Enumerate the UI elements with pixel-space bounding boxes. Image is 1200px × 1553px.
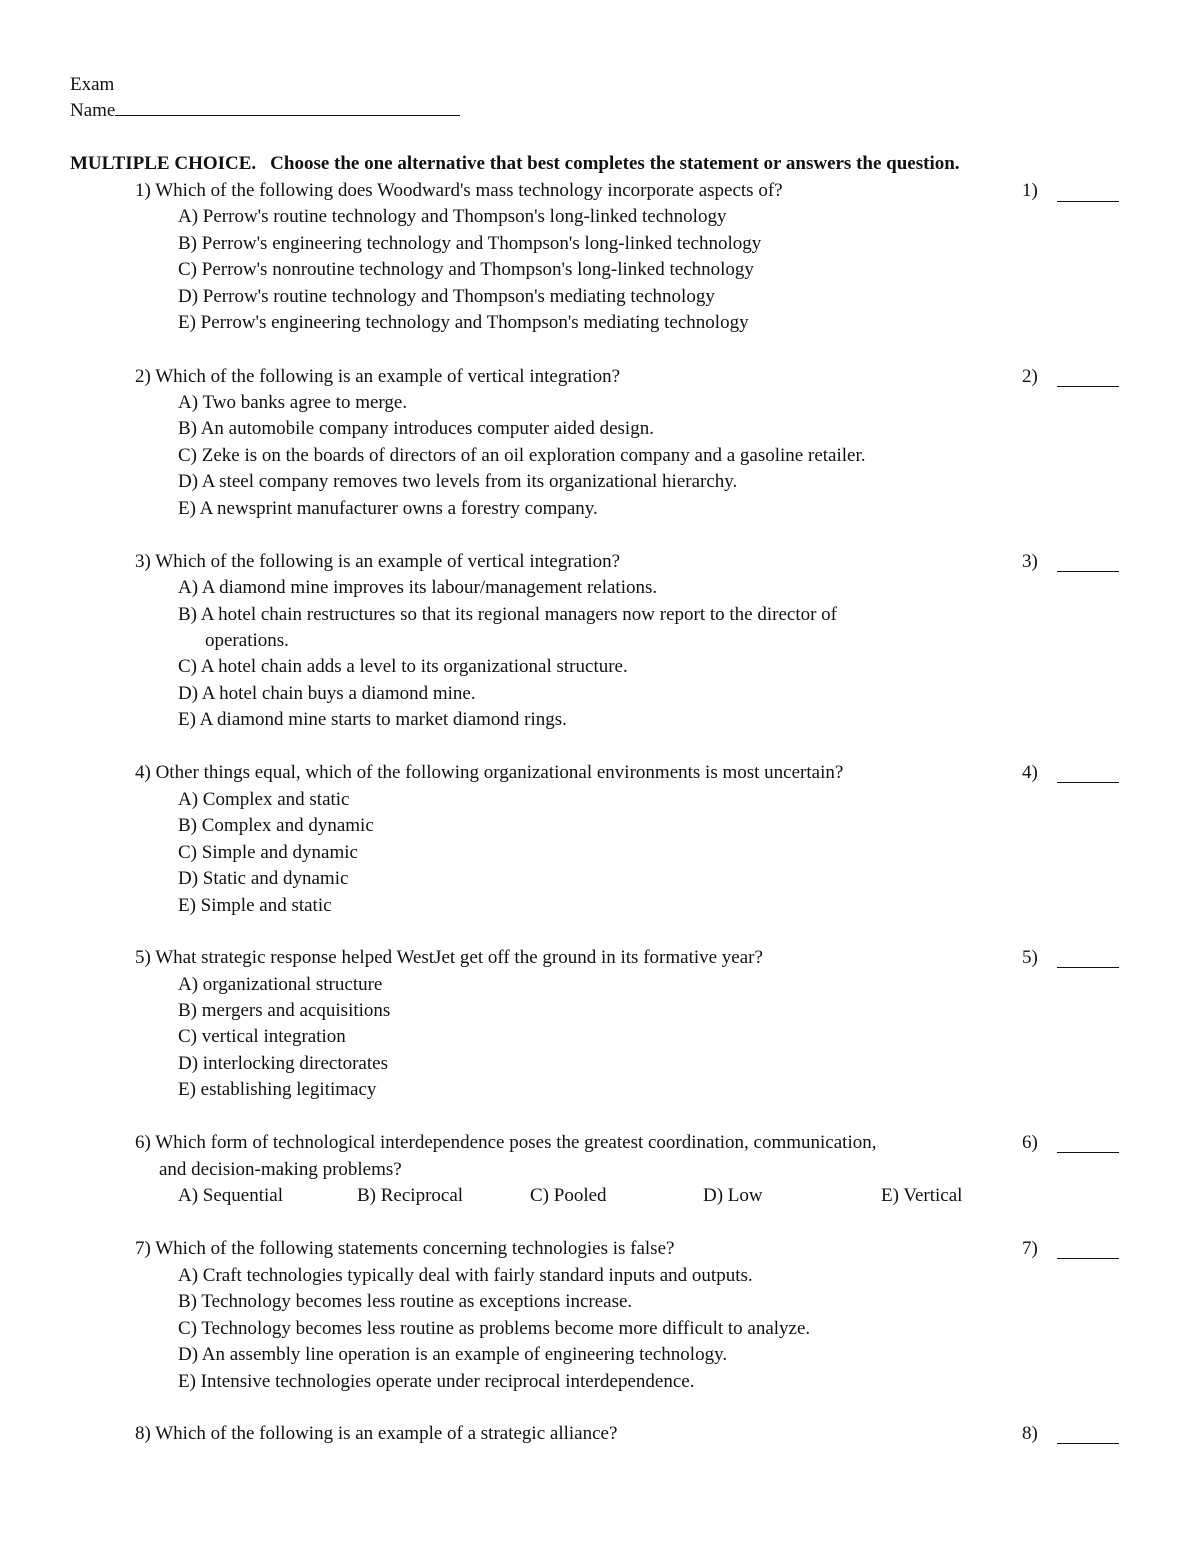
answer-number-8: 8) bbox=[1022, 1423, 1038, 1444]
option[interactable]: B) Perrow's engineering technology and Thompson's long-linked technology bbox=[178, 233, 762, 254]
option[interactable]: A) Perrow's routine technology and Thompson's long-linked technology bbox=[178, 206, 727, 227]
option[interactable]: A) Sequential bbox=[178, 1185, 284, 1206]
option[interactable]: B) Reciprocal bbox=[357, 1185, 464, 1206]
instructions bbox=[70, 152, 960, 176]
question-6-text-continuation: and decision-making problems? bbox=[159, 1159, 402, 1180]
answer-number-3: 3) bbox=[1022, 551, 1038, 572]
option[interactable]: C) Perrow's nonroutine technology and Thompson's long-linked technology bbox=[178, 259, 754, 280]
option[interactable]: C) A hotel chain adds a level to its organizational structure. bbox=[178, 656, 628, 677]
answer-number-2: 2) bbox=[1022, 366, 1038, 387]
answer-blank-2[interactable] bbox=[1057, 385, 1119, 387]
option[interactable]: D) Low bbox=[703, 1185, 763, 1206]
question-5-text: 5) What strategic response helped WestJet get off the ground in its formative year? bbox=[135, 947, 763, 968]
section-title: MULTIPLE CHOICE. bbox=[70, 153, 257, 174]
answer-blank-4[interactable] bbox=[1057, 781, 1119, 783]
answer-blank-3[interactable] bbox=[1057, 570, 1119, 572]
answer-blank-1[interactable] bbox=[1057, 200, 1119, 202]
answer-number-1: 1) bbox=[1022, 180, 1038, 201]
option[interactable]: A) A diamond mine improves its labour/management relations. bbox=[178, 577, 658, 598]
question-3-text: 3) Which of the following is an example of vertical integration? bbox=[135, 551, 621, 572]
question-4-text: 4) Other things equal, which of the following organizational environments is most uncertain? bbox=[135, 762, 844, 783]
option[interactable]: D) An assembly line operation is an example of engineering technology. bbox=[178, 1344, 728, 1365]
option[interactable]: B) mergers and acquisitions bbox=[178, 1000, 391, 1021]
option[interactable]: D) A hotel chain buys a diamond mine. bbox=[178, 683, 476, 704]
option[interactable]: A) Craft technologies typically deal with fairly standard inputs and outputs. bbox=[178, 1265, 753, 1286]
question-7-text: 7) Which of the following statements concerning technologies is false? bbox=[135, 1238, 675, 1259]
answer-blank-6[interactable] bbox=[1057, 1151, 1119, 1153]
answer-blank-7[interactable] bbox=[1057, 1257, 1119, 1259]
option[interactable]: D) Perrow's routine technology and Thompson's mediating technology bbox=[178, 286, 715, 307]
option-continuation: operations. bbox=[205, 630, 289, 651]
option[interactable]: B) Complex and dynamic bbox=[178, 815, 374, 836]
name-underline bbox=[115, 99, 460, 116]
option[interactable]: E) establishing legitimacy bbox=[178, 1079, 377, 1100]
answer-number-6: 6) bbox=[1022, 1132, 1038, 1153]
option[interactable]: A) Two banks agree to merge. bbox=[178, 392, 408, 413]
question-8-text: 8) Which of the following is an example of a strategic alliance? bbox=[135, 1423, 618, 1444]
question-2-text: 2) Which of the following is an example of vertical integration? bbox=[135, 366, 621, 387]
option[interactable]: E) Vertical bbox=[881, 1185, 963, 1206]
question-1-text: 1) Which of the following does Woodward's mass technology incorporate aspects of? bbox=[135, 180, 783, 201]
option[interactable]: D) A steel company removes two levels from its organizational hierarchy. bbox=[178, 471, 738, 492]
option[interactable]: B) Technology becomes less routine as exceptions increase. bbox=[178, 1291, 633, 1312]
exam-label: Exam bbox=[70, 74, 115, 95]
option[interactable]: D) interlocking directorates bbox=[178, 1053, 388, 1074]
question-6-text: 6) Which form of technological interdependence poses the greatest coordination, communication, bbox=[135, 1132, 877, 1153]
option[interactable]: E) Simple and static bbox=[178, 895, 332, 916]
option[interactable]: E) Perrow's engineering technology and Thompson's mediating technology bbox=[178, 312, 749, 333]
option[interactable]: E) A newsprint manufacturer owns a forestry company. bbox=[178, 498, 598, 519]
option[interactable]: A) organizational structure bbox=[178, 974, 383, 995]
answer-blank-8[interactable] bbox=[1057, 1442, 1119, 1444]
option[interactable]: B) A hotel chain restructures so that its regional managers now report to the director of bbox=[178, 604, 838, 625]
option[interactable]: A) Complex and static bbox=[178, 789, 350, 810]
name-label: Name bbox=[70, 100, 116, 121]
answer-number-5: 5) bbox=[1022, 947, 1038, 968]
instructions-text: Choose the one alternative that best completes the statement or answers the question. bbox=[270, 153, 960, 174]
name-field[interactable] bbox=[70, 99, 460, 123]
answer-number-4: 4) bbox=[1022, 762, 1038, 783]
answer-number-7: 7) bbox=[1022, 1238, 1038, 1259]
option[interactable]: C) Zeke is on the boards of directors of an oil exploration company and a gasoline retailer. bbox=[178, 445, 866, 466]
option[interactable]: C) Technology becomes less routine as problems become more difficult to analyze. bbox=[178, 1318, 811, 1339]
answer-blank-5[interactable] bbox=[1057, 966, 1119, 968]
option[interactable]: C) Pooled bbox=[530, 1185, 607, 1206]
option[interactable]: E) Intensive technologies operate under reciprocal interdependence. bbox=[178, 1371, 695, 1392]
option[interactable]: E) A diamond mine starts to market diamond rings. bbox=[178, 709, 567, 730]
option[interactable]: D) Static and dynamic bbox=[178, 868, 349, 889]
option[interactable]: C) vertical integration bbox=[178, 1026, 346, 1047]
option[interactable]: B) An automobile company introduces computer aided design. bbox=[178, 418, 654, 439]
option[interactable]: C) Simple and dynamic bbox=[178, 842, 358, 863]
